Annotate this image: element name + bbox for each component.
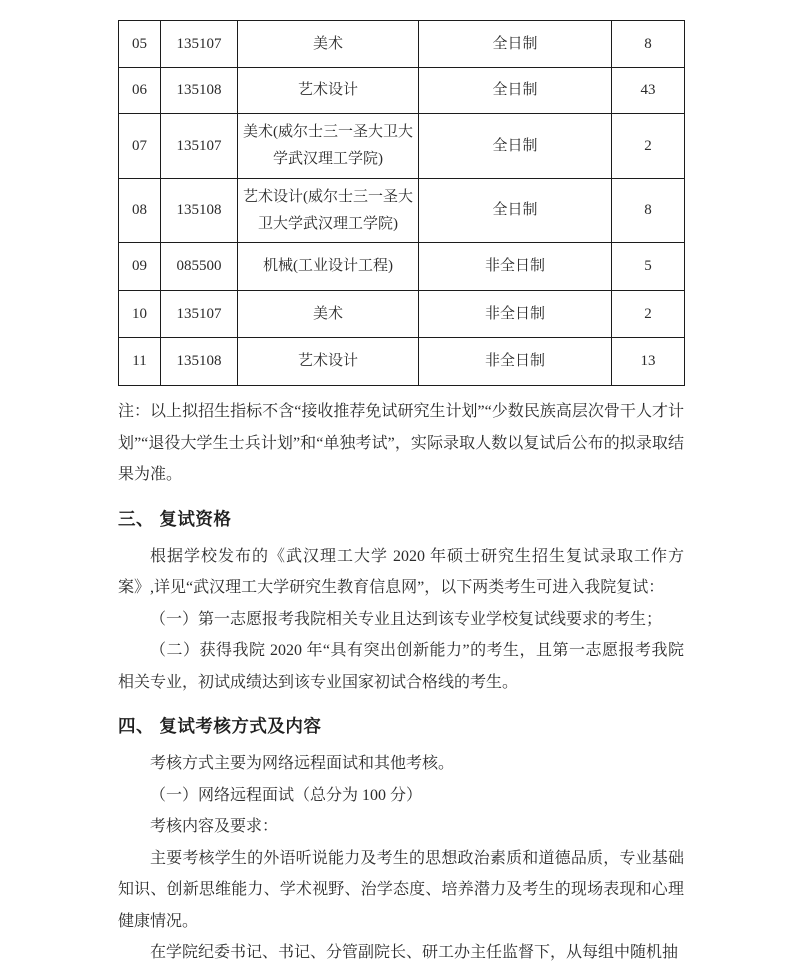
document-content xyxy=(118,0,684,969)
cell-study-type: 全日制 xyxy=(419,179,612,243)
table-row xyxy=(119,291,685,338)
paragraph: （一）网络远程面试（总分为 100 分） xyxy=(150,786,423,804)
cell-major-code: 085500 xyxy=(161,243,238,291)
cell-quota: 2 xyxy=(612,114,685,179)
cell-major-name: 艺术设计 xyxy=(238,68,419,114)
cell-study-type: 全日制 xyxy=(419,68,612,114)
cell-major-code: 135108 xyxy=(161,68,238,114)
paragraph: （二）获得我院 2020 年“具有突出创新能力”的考生，且第一志愿报考我院相关专业，初试成绩达到该专业国家初试合格线的考生。 xyxy=(118,642,684,691)
cell-major-name: 机械(工业设计工程) xyxy=(238,243,419,291)
cell-row-number: 09 xyxy=(119,243,161,291)
cell-major-code: 135108 xyxy=(161,338,238,386)
enrollment-quota-table xyxy=(118,20,685,386)
table-row xyxy=(119,338,685,386)
cell-major-code: 135107 xyxy=(161,21,238,68)
cell-row-number: 07 xyxy=(119,114,161,179)
paragraph: 在学院纪委书记、书记、分管副院长、研工办主任监督下，从每组中随机抽 xyxy=(150,944,679,961)
cell-study-type: 非全日制 xyxy=(419,243,612,291)
paragraph: 考核内容及要求： xyxy=(150,818,279,835)
paragraph: （一）第一志愿报考我院相关专业且达到该专业学校复试线要求的考生； xyxy=(150,610,663,628)
cell-major-name: 美术(威尔士三一圣大卫大学武汉理工学院) xyxy=(238,114,419,179)
table-row xyxy=(119,21,685,68)
table-row xyxy=(119,179,685,243)
cell-quota: 5 xyxy=(612,243,685,291)
paragraph: 根据学校发布的《武汉理工大学 2020 年硕士研究生招生复试录取工作方案》,详见“武汉理工大学研究生教育信息网”，以下两类考生可进入我院复试： xyxy=(118,547,684,596)
table-row xyxy=(119,243,685,291)
cell-quota: 8 xyxy=(612,179,685,243)
cell-study-type: 全日制 xyxy=(419,21,612,68)
cell-row-number: 08 xyxy=(119,179,161,243)
paragraph: 主要考核学生的外语听说能力及考生的思想政治素质和道德品质，专业基础知识、创新思维能力、学术视野、治学态度、培养潜力及考生的现场表现和心理健康情况。 xyxy=(118,849,684,930)
section-heading-reexam-method: 四、 复试考核方式及内容 xyxy=(118,716,322,736)
table-row xyxy=(119,68,685,114)
cell-row-number: 10 xyxy=(119,291,161,338)
cell-major-name: 美术 xyxy=(238,291,419,338)
cell-major-code: 135107 xyxy=(161,114,238,179)
cell-row-number: 11 xyxy=(119,338,161,386)
cell-major-code: 135108 xyxy=(161,179,238,243)
cell-major-code: 135107 xyxy=(161,291,238,338)
cell-quota: 8 xyxy=(612,21,685,68)
cell-study-type: 非全日制 xyxy=(419,338,612,386)
cell-row-number: 05 xyxy=(119,21,161,68)
paragraph: 考核方式主要为网络远程面试和其他考核。 xyxy=(150,755,455,772)
cell-quota: 43 xyxy=(612,68,685,114)
table-row xyxy=(119,114,685,179)
cell-major-name: 美术 xyxy=(238,21,419,68)
cell-major-name: 艺术设计(威尔士三一圣大卫大学武汉理工学院) xyxy=(238,179,419,243)
cell-study-type: 全日制 xyxy=(419,114,612,179)
cell-study-type: 非全日制 xyxy=(419,291,612,338)
table-note: 注：以上拟招生指标不含“接收推荐免试研究生计划”“少数民族高层次骨干人才计划”“退役大学生士兵计划”和“单独考试”，实际录取人数以复试后公布的拟录取结果为准。 xyxy=(118,403,684,483)
cell-quota: 13 xyxy=(612,338,685,386)
cell-quota: 2 xyxy=(612,291,685,338)
section-heading-reexam-qualification: 三、 复试资格 xyxy=(118,508,232,529)
cell-major-name: 艺术设计 xyxy=(238,338,419,386)
cell-row-number: 06 xyxy=(119,68,161,114)
